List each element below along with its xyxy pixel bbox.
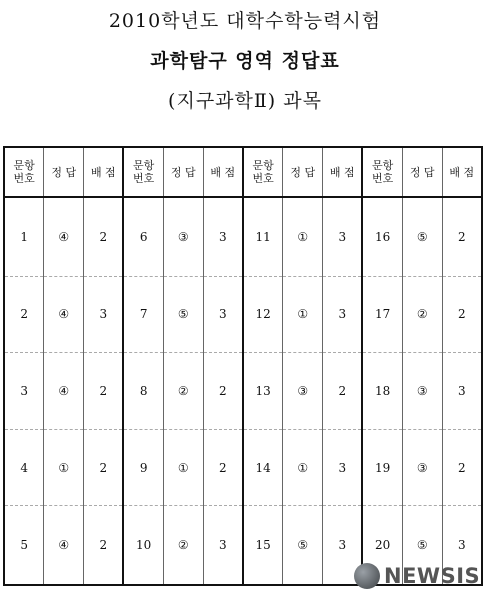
- points-cell: 2: [442, 276, 482, 353]
- question-number: 9: [123, 429, 163, 506]
- points-cell: 2: [84, 429, 124, 506]
- table-header-row: [4, 147, 482, 197]
- points-cell: 3: [442, 506, 482, 585]
- question-number: 13: [243, 353, 283, 430]
- question-number: 12: [243, 276, 283, 353]
- points-cell: 2: [203, 429, 243, 506]
- question-number: 16: [362, 197, 402, 276]
- points-cell: 3: [203, 197, 243, 276]
- answer-sheet-title: 과학탐구 영역 정답표: [150, 50, 340, 72]
- answer-cell: ③: [163, 197, 203, 276]
- answer-cell: ②: [163, 353, 203, 430]
- table-row: [4, 197, 482, 276]
- table-row: [4, 276, 482, 353]
- newsis-logo-icon: [354, 563, 380, 589]
- points-cell: 2: [84, 197, 124, 276]
- header-answer: 정 답: [163, 147, 203, 197]
- question-number: 19: [362, 429, 402, 506]
- watermark-text: NEWSIS: [384, 564, 481, 588]
- points-cell: 3: [323, 276, 363, 353]
- header-points: 배 점: [203, 147, 243, 197]
- exam-title: 2010학년도 대학수학능력시험: [108, 10, 382, 32]
- answer-table: [3, 146, 483, 586]
- points-cell: 3: [84, 276, 124, 353]
- answer-cell: ④: [44, 353, 84, 430]
- question-number: 6: [123, 197, 163, 276]
- points-cell: 2: [442, 429, 482, 506]
- answer-cell: ①: [283, 197, 323, 276]
- answer-cell: ①: [283, 429, 323, 506]
- question-number: 5: [20, 538, 28, 553]
- question-number: 15: [243, 506, 283, 585]
- answer-cell: ⑤: [402, 197, 442, 276]
- answer-cell: ①: [283, 276, 323, 353]
- answer-cell: ①: [163, 429, 203, 506]
- answer-cell: ③: [402, 353, 442, 430]
- question-number: 7: [123, 276, 163, 353]
- points-cell: 3: [203, 506, 243, 585]
- points-cell: 2: [323, 353, 363, 430]
- table-row: [4, 429, 482, 506]
- question-number: 10: [123, 506, 163, 585]
- points-cell: 3: [323, 197, 363, 276]
- answer-cell: ③: [283, 353, 323, 430]
- answer-cell: ④: [44, 197, 84, 276]
- header-points: 배 점: [84, 147, 124, 197]
- points-cell: 3: [203, 276, 243, 353]
- points-cell: 3: [323, 506, 363, 585]
- question-number: 11: [243, 197, 283, 276]
- newsis-watermark: [354, 562, 481, 590]
- question-number: 1: [4, 197, 44, 276]
- points-cell: 2: [203, 353, 243, 430]
- answer-cell: ④: [44, 506, 84, 585]
- question-number: 18: [362, 353, 402, 430]
- answer-cell: ⑤: [283, 506, 323, 585]
- header-points: 배 점: [323, 147, 363, 197]
- header-number: 문항 번호: [4, 147, 44, 197]
- answer-cell: ⑤: [163, 276, 203, 353]
- question-number: 20: [362, 506, 402, 585]
- subject-title: (지구과학Ⅱ) 과목: [168, 90, 322, 112]
- answer-cell: ⑤: [402, 506, 442, 585]
- points-cell: 2: [442, 197, 482, 276]
- header-number: 문항 번호: [362, 147, 402, 197]
- header-answer: 정 답: [283, 147, 323, 197]
- answer-cell: ①: [44, 429, 84, 506]
- header-points: 배 점: [442, 147, 482, 197]
- answer-cell: ④: [44, 276, 84, 353]
- header-number: 문항 번호: [123, 147, 163, 197]
- question-number: 14: [243, 429, 283, 506]
- question-number: 8: [123, 353, 163, 430]
- points-cell: 2: [84, 506, 124, 585]
- question-number: 2: [4, 276, 44, 353]
- question-number: 17: [362, 276, 402, 353]
- answer-cell: ②: [163, 506, 203, 585]
- points-cell: 3: [442, 353, 482, 430]
- question-number: 4: [4, 429, 44, 506]
- header-number: 문항 번호: [243, 147, 283, 197]
- answer-cell: ②: [402, 276, 442, 353]
- answer-cell: ③: [402, 429, 442, 506]
- header-answer: 정 답: [402, 147, 442, 197]
- table-row: [4, 353, 482, 430]
- header-answer: 정 답: [44, 147, 84, 197]
- points-cell: 3: [323, 429, 363, 506]
- question-number: 3: [4, 353, 44, 430]
- points-cell: 2: [84, 353, 124, 430]
